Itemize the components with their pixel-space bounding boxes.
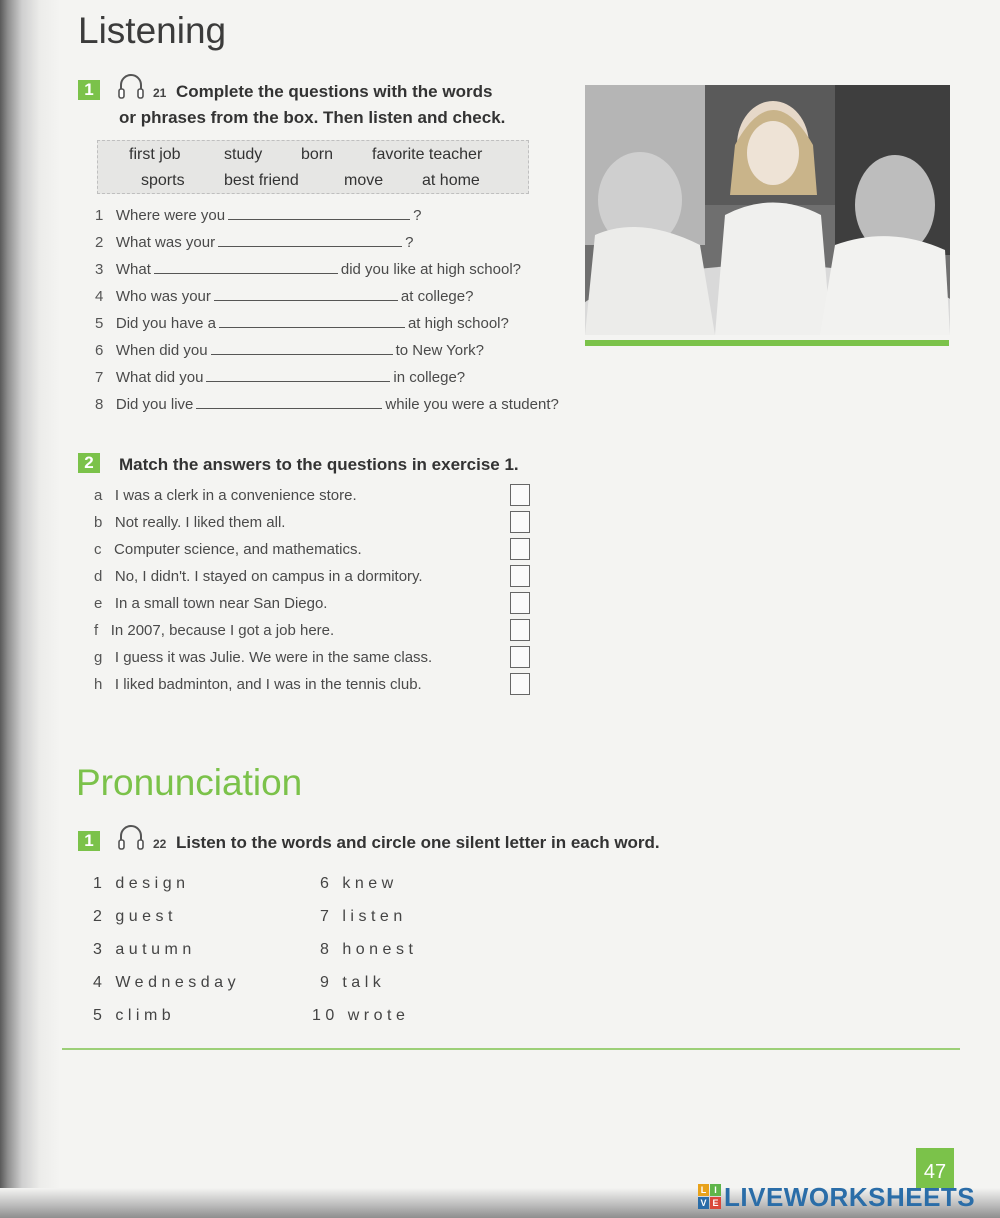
exercise-2-number: 2 (78, 453, 100, 473)
word-box-item: born (301, 146, 334, 163)
answer-box[interactable] (510, 565, 530, 587)
pronunciation-instruction: Listen to the words and circle one silent letter in each word. (176, 833, 660, 852)
pronunciation-exercise-number: 1 (78, 831, 100, 851)
answer-box[interactable] (510, 538, 530, 560)
exercise-1-number: 1 (78, 80, 100, 100)
answer-row: f In 2007, because I got a job here. (94, 622, 335, 639)
word-item[interactable]: 2 guest (93, 908, 177, 925)
answer-row: e In a small town near San Diego. (94, 595, 328, 612)
answer-row: c Computer science, and mathematics. (94, 541, 362, 558)
interview-photo (585, 85, 950, 335)
answer-blank[interactable] (218, 232, 402, 247)
liveworksheets-logo: L I V E (698, 1184, 722, 1210)
word-box-item: move (344, 172, 384, 189)
question-row: 8 Did you live while you were a student? (95, 396, 559, 413)
word-box-item: at home (422, 172, 480, 189)
exercise-1-instruction-line1: Complete the questions with the words (176, 82, 493, 101)
question-row: 2 What was your ? (95, 234, 414, 251)
track-number: 21 (153, 86, 167, 100)
answer-box[interactable] (510, 511, 530, 533)
answer-blank[interactable] (206, 367, 390, 382)
word-box-item: favorite teacher (372, 146, 483, 163)
listening-heading: Listening (78, 10, 227, 51)
word-item[interactable]: 8 honest (320, 941, 418, 958)
answer-box[interactable] (510, 673, 530, 695)
word-box-item: best friend (224, 172, 299, 189)
question-row: 7 What did you in college? (95, 369, 466, 386)
question-row: 3 What did you like at high school? (95, 261, 521, 278)
headphones-icon (116, 72, 146, 100)
answer-row: g I guess it was Julie. We were in the same class. (94, 649, 433, 666)
word-item[interactable]: 10 wrote (312, 1007, 410, 1024)
answer-blank[interactable] (211, 340, 393, 355)
answer-blank[interactable] (196, 394, 382, 409)
answer-box[interactable] (510, 484, 530, 506)
question-row: 1 Where were you ? (95, 207, 422, 224)
word-box-item: sports (141, 172, 185, 189)
word-item[interactable]: 7 listen (320, 908, 407, 925)
answer-row: h I liked badminton, and I was in the tennis club. (94, 676, 422, 693)
exercise-2-instruction: Match the answers to the questions in exercise 1. (119, 455, 519, 474)
answer-blank[interactable] (214, 286, 398, 301)
answer-box[interactable] (510, 619, 530, 641)
word-item[interactable]: 3 autumn (93, 941, 196, 958)
word-box (97, 140, 529, 194)
word-item[interactable]: 6 knew (320, 875, 398, 892)
answer-blank[interactable] (154, 259, 338, 274)
book-spine-shadow (0, 0, 60, 1218)
pronunciation-heading: Pronunciation (76, 762, 303, 803)
question-row: 4 Who was your at college? (95, 288, 474, 305)
photo-underline (585, 340, 949, 346)
headphones-icon (116, 823, 146, 851)
answer-row: a I was a clerk in a convenience store. (94, 487, 357, 504)
question-row: 5 Did you have a at high school? (95, 315, 509, 332)
word-item[interactable]: 5 climb (93, 1007, 176, 1024)
liveworksheets-brand[interactable]: LIVEWORKSHEETS (724, 1182, 976, 1212)
word-box-item: study (224, 146, 263, 163)
word-item[interactable]: 1 design (93, 875, 190, 892)
page-number: 47 (916, 1148, 954, 1188)
question-row: 6 When did you to New York? (95, 342, 484, 359)
word-item[interactable]: 9 talk (320, 974, 386, 991)
word-box-item: first job (129, 146, 181, 163)
answer-blank[interactable] (228, 205, 410, 220)
answer-box[interactable] (510, 646, 530, 668)
answer-row: d No, I didn't. I stayed on campus in a dormitory. (94, 568, 423, 585)
answer-row: b Not really. I liked them all. (94, 514, 286, 531)
answer-box[interactable] (510, 592, 530, 614)
section-divider (62, 1048, 960, 1050)
answer-blank[interactable] (219, 313, 405, 328)
word-item[interactable]: 4 Wednesday (93, 974, 241, 991)
exercise-1-instruction-line2: or phrases from the box. Then listen and check. (119, 108, 506, 127)
track-number: 22 (153, 837, 167, 851)
